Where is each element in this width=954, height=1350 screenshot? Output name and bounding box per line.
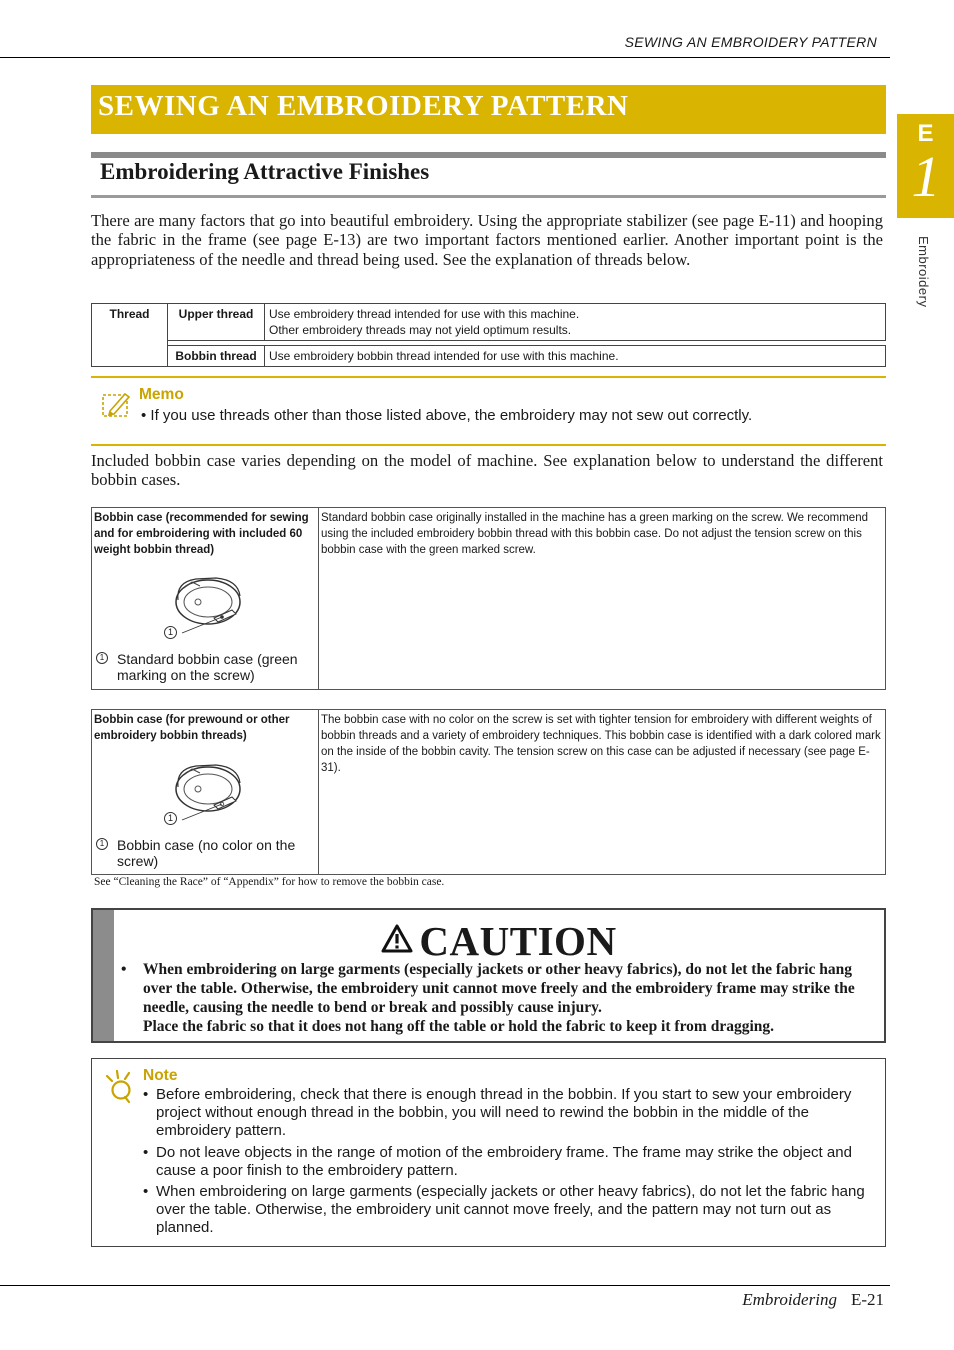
bobbin-case-table-prewound [91, 709, 886, 875]
caption-text: Standard bobbin case (green marking on the screw) [117, 651, 298, 683]
caution-text-line-1: When embroidering on large garments (especially jackets or other heavy fabrics), do not let the fabric hang over the table. Otherwise, the embroidery unit cannot move freely and the embroidery frame may strike the needle, causing the needle to bend or break and possibly cause injury. [143, 961, 855, 1016]
pencil-note-icon [101, 390, 133, 418]
chapter-title: SEWING AN EMBROIDERY PATTERN [91, 85, 886, 134]
bobbin-case-heading: Bobbin case (recommended for sewing and for embroidering with included 60 weight bobbin thread) [94, 512, 309, 556]
note-title: Note [143, 1067, 178, 1084]
caution-body [121, 960, 871, 1036]
upper-thread-label: Upper thread [168, 304, 265, 341]
light-bulb-icon [104, 1069, 136, 1105]
bobbin-callout-marker: 1 [164, 812, 177, 825]
caption-callout-number: 1 [96, 652, 108, 664]
caution-side-bar [93, 910, 114, 1041]
caution-title-text: CAUTION [419, 918, 617, 964]
caution-bullet: • [121, 961, 127, 978]
side-tab-label: Embroidery [916, 236, 931, 308]
memo-box [91, 376, 886, 446]
note-list [143, 1086, 878, 1241]
side-tab-number: 1 [911, 144, 941, 209]
running-header: SEWING AN EMBROIDERY PATTERN [624, 34, 877, 50]
caution-text-line-2: Place the fabric so that it does not hang off the table or hold the fabric to keep it from dragging. [143, 1018, 775, 1035]
note-item: • When embroidering on large garments (especially jackets or other heavy fabrics), do not let the fabric hang over the table. Otherwise, the embroidery unit cannot move freely, and the pattern may not turn out as planned. [143, 1183, 878, 1237]
caption-text: Bobbin case (no color on the screw) [117, 837, 296, 869]
note-box [91, 1058, 886, 1247]
header-rule [0, 57, 890, 58]
note-item: • Before embroidering, check that there is enough thread in the bobbin. If you start to sew your embroidery project without enough thread in the bobbin, you will need to rewind the bobbin in the middle of the embroidery pattern. [143, 1086, 878, 1140]
memo-text: • If you use threads other than those listed above, the embroidery may not sew out correctly. [141, 407, 753, 424]
note-item: • Do not leave objects in the range of motion of the embroidery frame. The frame may strike the object and cause a poor finish to the embroidery pattern. [143, 1144, 878, 1180]
upper-thread-text [265, 304, 886, 341]
section-title: Embroidering Attractive Finishes [100, 159, 430, 184]
side-tab-letter: E [917, 120, 934, 147]
warning-triangle-icon [381, 924, 413, 953]
bobbin-thread-label: Bobbin thread [168, 346, 265, 367]
bobbin-case-caption [96, 837, 316, 869]
bobbin-intro-paragraph: Included bobbin case varies depending on the model of machine. See explanation below to understand the different bobbin cases. [91, 451, 883, 490]
page-footer [742, 1290, 884, 1310]
bobbin-callout-marker: 1 [164, 626, 177, 639]
caution-box [91, 908, 886, 1043]
memo-item: If you use threads other than those listed above, the embroidery may not sew out correctly. [150, 407, 753, 424]
footer-rule [0, 1285, 890, 1286]
thread-header-cell: Thread [92, 304, 168, 367]
caption-callout-number: 1 [96, 838, 108, 850]
bobbin-case-heading: Bobbin case (for prewound or other embroidery bobbin threads) [94, 714, 290, 742]
caution-title [114, 916, 884, 966]
bobbin-case-description: Standard bobbin case originally installed in the machine has a green marking on the screw. We recommend using the included embroidery bobbin thread with this bobbin case. Do not adjust the tension screw on this bobbin case with the green marked screw. [321, 512, 868, 556]
footer-chapter: Embroidering [742, 1290, 837, 1309]
page-number: E-21 [850, 1290, 884, 1309]
bobbin-case-left-cell [92, 710, 319, 874]
bobbin-footnote: See “Cleaning the Race” of “Appendix” for how to remove the bobbin case. [94, 876, 445, 888]
intro-paragraph: There are many factors that go into beautiful embroidery. Using the appropriate stabilizer (see page E-11) and hooping the fabric in the frame (see page E-13) are two important factors mentioned earlier. Another important point is the appropriateness of the needle and thread being used. See the explanation of threads below. [91, 211, 883, 269]
upper-thread-line-2: Other embroidery threads may not yield optimum results. [269, 323, 572, 337]
bobbin-case-caption [96, 651, 316, 683]
bobbin-case-table-standard [91, 507, 886, 690]
upper-thread-line-1: Use embroidery thread intended for use with this machine. [269, 307, 580, 321]
thread-table [91, 303, 886, 367]
section-rule [91, 195, 886, 198]
bobbin-case-description: The bobbin case with no color on the screw is set with tighter tension for embroidery with different weights of bobbin threads and a variety of embroidery techniques. This bobbin case is identified with a dark colored mark on the inside of the bobbin cavity. The tension screw on this case can be adjusted if necessary (see page E-31). [321, 714, 881, 774]
memo-title: Memo [139, 386, 184, 403]
bobbin-case-left-cell [92, 508, 319, 689]
bobbin-thread-text: Use embroidery bobbin thread intended for use with this machine. [265, 346, 886, 367]
chapter-side-tab [897, 114, 954, 218]
